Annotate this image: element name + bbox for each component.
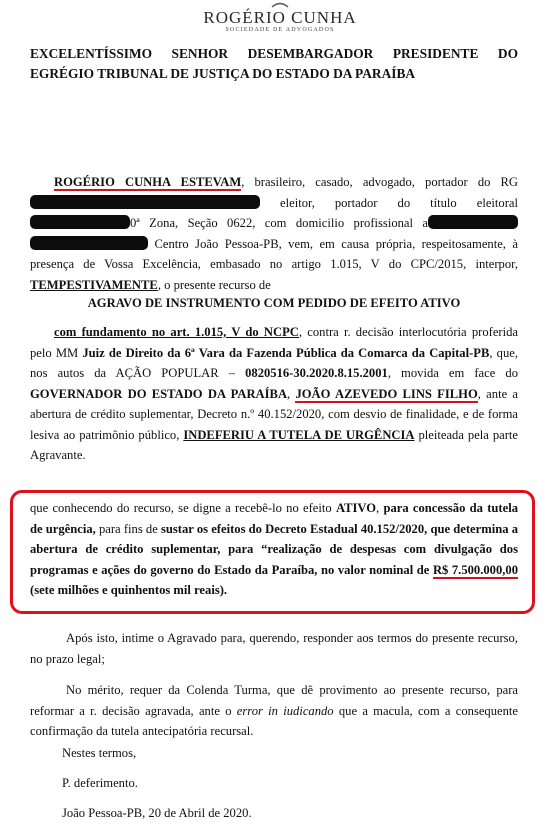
firm-logo-mark [260, 0, 300, 8]
error-in-iudicando: error in iudicando [236, 703, 334, 718]
sustar: sustar os efeitos do Decreto Estadual 40.152/2020, que determina a abertura de crédito suplementar, para “realização de despesas com divulgação dos programas e ações do governo do Estado da Paraíba, no valor nominal de [30, 521, 518, 577]
valor: R$ 7.500.000,00 [432, 562, 519, 577]
redaction-endereco-1 [428, 215, 518, 229]
indeferiu: INDEFERIU A TUTELA DE URGÊNCIA [183, 427, 415, 442]
nestes-termos: Nestes termos, [62, 746, 137, 760]
request-paragraph: que conhecendo do recurso, se digne a recebê-lo no efeito ATIVO, para concessão da tutela de urgência, para fins de sustar os efeitos do Decreto Estadual 40.152/2020, que determina a abertura de crédito suplementar, para “realização de despesas com divulgação dos programas e ações do governo do Estado da Paraíba, no valor nominal de R$ 7.500.000,00 (sete milhões e quinhentos mil reais). [30, 501, 519, 597]
letterhead [0, 0, 560, 33]
processo-numero: 0820516-30.2020.8.15.2001 [245, 366, 388, 380]
intro-paragraph: ROGÉRIO CUNHA ESTEVAM, brasileiro, casado, advogado, portador do RG eleitor, portador do título eleitoral 0ª Zona, Seção 0622, com domicilio profissional a Centro João Pessoa-PB, vem, em causa própria, respeitosamente, à presença de Vossa Excelência, embasado no artigo 1.015, V do CPC/2015, interpor, TEMPESTIVAMENTE, o presente recurso de [30, 175, 519, 292]
firm-name: ROGÉRIO CUNHA [203, 8, 357, 27]
governador: GOVERNADOR DO ESTADO DA PARAÍBA [30, 386, 288, 401]
tempestivamente: TEMPESTIVAMENTE [30, 277, 158, 292]
addressee [30, 44, 518, 84]
local-data: João Pessoa-PB, 20 de Abril de 2020. [62, 806, 252, 820]
redaction-rg [30, 195, 260, 209]
petition-heading: AGRAVO DE INSTRUMENTO COM PEDIDO DE EFEITO ATIVO [87, 296, 461, 310]
firm-subtitle: SOCIEDADE DE ADVOGADOS [225, 27, 335, 33]
joao-azevedo: JOÃO AZEVEDO LINS FILHO [295, 386, 478, 401]
after-paragraph: Após isto, intime o Agravado para, querendo, responder aos termos do presente recurso, no prazo legal; [30, 631, 518, 666]
ativo: ATIVO [335, 501, 377, 515]
concessao: para concessão da tutela de urgência, [30, 501, 518, 536]
addressee-line-2: EGRÉGIO TRIBUNAL DE JUSTIÇA DO ESTADO DA PARAÍBA [30, 66, 416, 81]
merito-paragraph: No mérito, requer da Colenda Turma, que dê provimento ao presente recurso, para reformar a r. decisão agravada, ante o error in iudicando que a macula, com a consequente confirmação da tutela antecipatória recursal. [30, 683, 518, 738]
juiz: Juiz de Direito da 6ª Vara da Fazenda Pública da Comarca da Capital-PB [82, 345, 490, 360]
fundamento: com fundamento no art. 1.015, V do NCPC [54, 325, 299, 339]
deferimento: P. deferimento. [62, 776, 138, 790]
petitioner-name: ROGÉRIO CUNHA ESTEVAM [54, 175, 242, 189]
redaction-titulo [30, 215, 130, 229]
addressee-line-1: EXCELENTÍSSIMO SENHOR DESEMBARGADOR PRESIDENTE DO [30, 46, 518, 61]
grounds-paragraph: com fundamento no art. 1.015, V do NCPC, contra r. decisão interlocutória proferida pelo MM Juiz de Direito da 6ª Vara da Fazenda Pública da Comarca da Capital-PB, que, nos autos da AÇÃO POPULAR – 0820516-30.2020.8.15.2001, movida em face do GOVERNADOR DO ESTADO DA PARAÍBA, JOÃO AZEVEDO LINS FILHO, ante a abertura de crédito suplementar, Decreto n.º 40.152/2020, com desvio de finalidade, e de forma lesiva ao patrimônio público, INDEFERIU A TUTELA DE URGÊNCIA pleiteada pela parte Agravante. [30, 325, 519, 462]
redaction-endereco-2 [30, 236, 148, 250]
